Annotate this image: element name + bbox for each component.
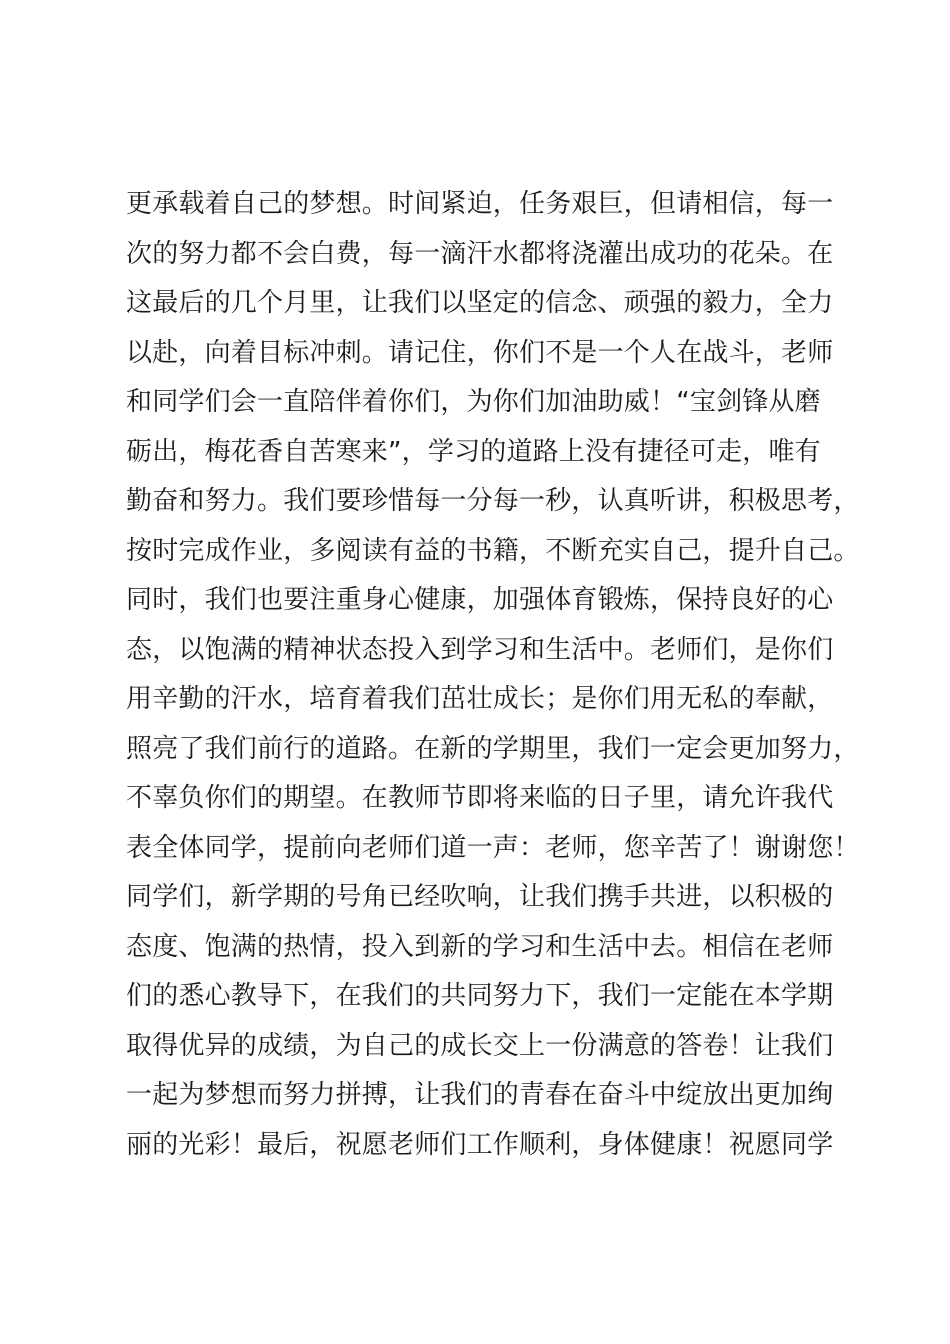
text-line: 们的悉心教导下，在我们的共同努力下，我们一定能在本学期 bbox=[126, 981, 834, 1011]
text-line: 同时，我们也要注重身心健康，加强体育锻炼，保持良好的心 bbox=[126, 585, 834, 615]
text-line: 取得优异的成绩，为自己的成长交上一份满意的答卷！让我们 bbox=[126, 1030, 834, 1061]
text-line: 丽的光彩！最后，祝愿老师们工作顺利，身体健康！祝愿同学 bbox=[126, 1129, 834, 1160]
text-line: 用辛勤的汗水，培育着我们茁壮成长；是你们用无私的奉献， bbox=[126, 684, 834, 714]
text-line: 不辜负你们的期望。在教师节即将来临的日子里，请允许我代 bbox=[126, 783, 834, 813]
text-line: 态，以饱满的精神状态投入到学习和生活中。老师们，是你们 bbox=[126, 634, 834, 665]
text-line: 表全体同学，提前向老师们道一声：老师，您辛苦了！谢谢您！ bbox=[126, 832, 860, 863]
text-line: 更承载着自己的梦想。时间紧迫，任务艰巨，但请相信，每一 bbox=[126, 189, 834, 219]
text-line: 这最后的几个月里，让我们以坚定的信念、顽强的毅力，全力 bbox=[126, 288, 834, 318]
text-line: 以赴，向着目标冲刺。请记住，你们不是一个人在战斗，老师 bbox=[126, 337, 834, 368]
text-line: 态度、饱满的热情，投入到新的学习和生活中去。相信在老师 bbox=[126, 931, 834, 962]
text-line: 砺出，梅花香自苦寒来”，学习的道路上没有捷径可走，唯有 bbox=[126, 436, 821, 467]
text-line: 照亮了我们前行的道路。在新的学期里，我们一定会更加努力， bbox=[126, 733, 860, 764]
text-line: 一起为梦想而努力拼搏，让我们的青春在奋斗中绽放出更加绚 bbox=[126, 1080, 834, 1110]
text-line: 次的努力都不会白费，每一滴汗水都将浇灌出成功的花朵。在 bbox=[126, 238, 834, 269]
text-line: 同学们，新学期的号角已经吹响，让我们携手共进，以积极的 bbox=[126, 882, 834, 912]
body-text bbox=[126, 180, 866, 1170]
text-line: 按时完成作业，多阅读有益的书籍，不断充实自己，提升自己。 bbox=[126, 535, 860, 566]
text-line: 勤奋和努力。我们要珍惜每一分每一秒，认真听讲，积极思考， bbox=[126, 486, 860, 516]
text-line: 和同学们会一直陪伴着你们，为你们加油助威！“宝剑锋从磨 bbox=[126, 387, 821, 417]
